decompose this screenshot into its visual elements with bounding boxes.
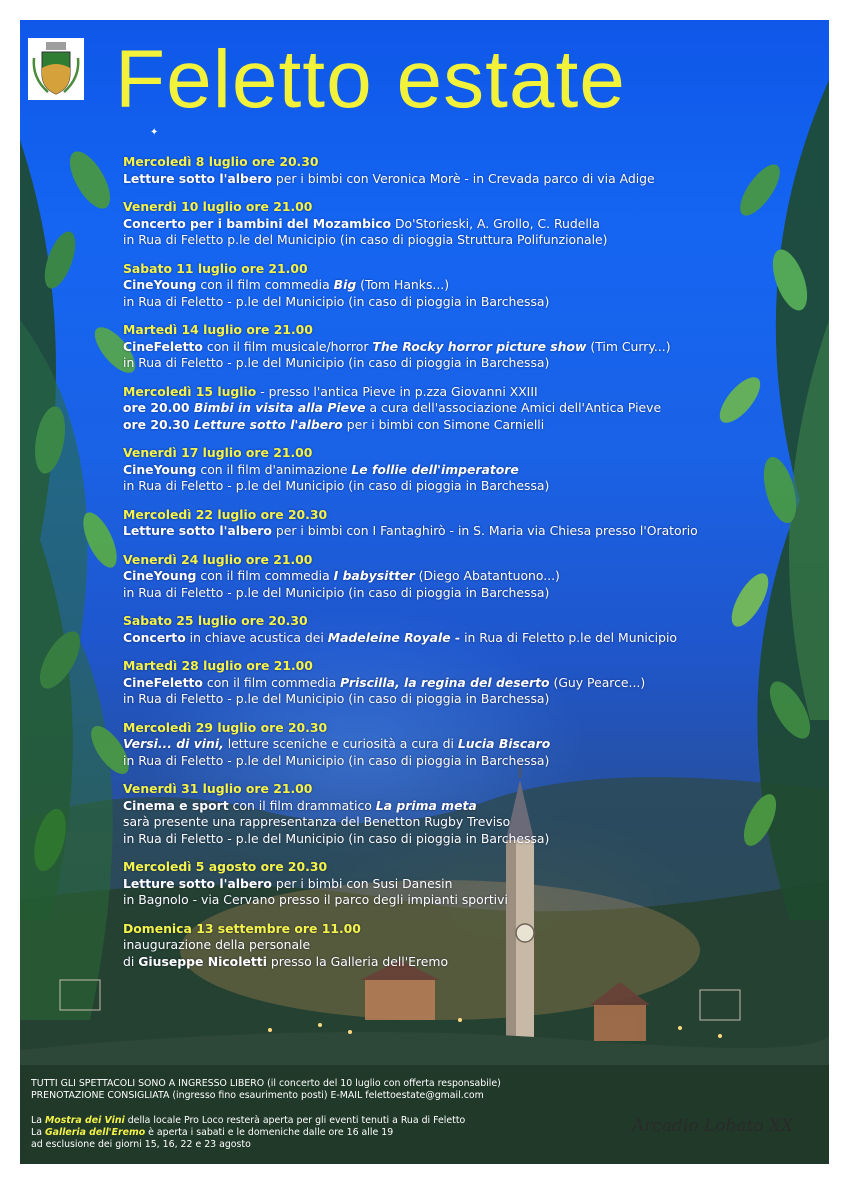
event-text: Concerto per i bambini del Mozambico: [123, 215, 392, 231]
event-date: Mercoledì 8 luglio ore 20.30: [123, 154, 319, 169]
event-detail-line: [123, 277, 823, 294]
mostra-name: Mostra dei Vini: [44, 1114, 125, 1126]
event-text: Big: [333, 277, 357, 292]
event-text: in chiave acustica dei: [185, 629, 328, 645]
event-date-line: [123, 445, 823, 462]
event-detail-line: [123, 630, 823, 647]
event-detail-line: [123, 691, 823, 708]
event-text: per i bimbi con Simone Carnielli: [342, 416, 545, 432]
event-date: Mercoledì 29 luglio ore 20.30: [123, 719, 328, 735]
star-icon: ✦: [150, 127, 159, 138]
event-date: Venerdì 24 luglio ore 21.00: [123, 551, 313, 567]
event-item: [123, 199, 823, 249]
event-text: CineYoung: [123, 277, 197, 292]
event-text: presso la Galleria dell'Eremo: [266, 953, 449, 969]
page-title: Feletto estate: [115, 34, 626, 125]
event-item: [123, 322, 823, 372]
event-text: CineYoung: [123, 568, 197, 583]
poster: [20, 20, 829, 1164]
event-detail-line: [123, 954, 823, 971]
event-text: per i bimbi con I Fantaghirò - in S. Maria via Chiesa presso l'Oratorio: [271, 523, 698, 538]
event-item: [123, 658, 823, 708]
event-text: Cinema e sport: [123, 797, 229, 813]
mostra-note: [31, 1115, 631, 1127]
event-text: Lucia Biscaro: [457, 736, 551, 751]
event-detail-line: [123, 892, 823, 909]
event-text: The Rocky horror picture show: [372, 338, 587, 354]
event-text: Letture sotto l'albero: [193, 416, 343, 432]
event-text: per i bimbi con Susi Danesin: [271, 875, 453, 891]
event-date-line: [123, 261, 823, 278]
event-text: a cura dell'associazione Amici dell'Antica Pieve: [365, 400, 662, 415]
event-date-line: [123, 199, 823, 216]
event-text: (Tim Curry...): [586, 338, 671, 354]
event-item: [123, 384, 823, 434]
event-detail-line: [123, 675, 823, 692]
event-date-line: [123, 921, 823, 938]
event-detail-line: [123, 462, 823, 479]
event-detail-line: [123, 294, 823, 311]
event-text: Letture sotto l'albero: [123, 170, 272, 186]
event-text: in Bagnolo - via Cervano presso il parco degli impianti sportivi: [123, 892, 508, 907]
event-date: Mercoledì 5 agosto ore 20.30: [123, 859, 328, 874]
galleria-name: Galleria dell'Eremo: [44, 1126, 146, 1138]
event-text: in Rua di Feletto - p.le del Municipio (in caso di pioggia in Barchessa): [123, 293, 550, 309]
event-text: Versi... di vini,: [123, 736, 224, 751]
event-detail-line: [123, 216, 823, 233]
event-date: Mercoledì 22 luglio ore 20.30: [123, 506, 328, 522]
event-text: sarà presente una rappresentanza del Benetton Rugby Treviso: [123, 814, 511, 829]
event-text: con il film commedia: [196, 277, 334, 292]
event-date-line: [123, 507, 823, 524]
event-detail-line: [123, 798, 823, 815]
event-item: [123, 154, 823, 187]
email-link[interactable]: felettoestate@gmail.com: [365, 1090, 484, 1102]
event-item: [123, 720, 823, 770]
event-text: con il film commedia: [202, 674, 341, 690]
event-item: [123, 445, 823, 495]
event-date-suffix: - presso l'antica Pieve in p.zza Giovanni XXIII: [256, 383, 538, 399]
event-text: CineYoung: [123, 461, 197, 477]
galleria-post: è aperta i sabati e le domeniche dalle ore 16 alle 19: [145, 1126, 394, 1138]
event-text: Priscilla, la regina del deserto: [340, 674, 550, 690]
event-date-line: [123, 781, 823, 798]
event-detail-line: [123, 937, 823, 954]
event-text: Bimbi in visita alla Pieve: [193, 400, 366, 415]
event-detail-line: [123, 339, 823, 356]
event-text: (Diego Abatantuono...): [414, 568, 560, 583]
mostra-pre: La: [31, 1114, 45, 1126]
event-text: Do'Storieski, A. Grollo, C. Rudella: [391, 215, 600, 231]
event-date-line: [123, 322, 823, 339]
event-date: Martedì 28 luglio ore 21.00: [123, 658, 313, 673]
event-detail-line: [123, 478, 823, 495]
event-text: di: [123, 953, 139, 969]
event-date: Venerdì 17 luglio ore 21.00: [123, 445, 313, 460]
event-text: Giuseppe Nicoletti: [138, 953, 267, 969]
event-text: ore 20.00: [123, 400, 194, 415]
free-entry-note: TUTTI GLI SPETTACOLI SONO A INGRESSO LIBERO (il concerto del 10 luglio con offerta responsabile): [31, 1078, 501, 1089]
event-detail-line: [123, 585, 823, 602]
event-date: Mercoledì 15 luglio: [123, 383, 257, 399]
event-detail-line: [123, 753, 823, 770]
event-detail-line: [123, 400, 823, 417]
galleria-note: [31, 1127, 631, 1139]
event-detail-line: [123, 355, 823, 372]
event-text: CineFeletto: [123, 674, 203, 690]
event-text: con il film drammatico: [228, 797, 376, 813]
event-date: Sabato 11 luglio ore 21.00: [123, 260, 308, 276]
event-detail-line: [123, 876, 823, 893]
event-text: letture sceniche e curiosità a cura di: [223, 736, 458, 751]
event-item: [123, 507, 823, 540]
event-date-line: [123, 552, 823, 569]
event-text: Letture sotto l'albero: [123, 523, 272, 538]
event-detail-line: [123, 171, 823, 188]
event-text: Le follie dell'imperatore: [351, 461, 519, 477]
event-text: per i bimbi con Veronica Morè - in Crevada parco di via Adige: [271, 170, 655, 186]
event-list: [123, 154, 823, 982]
event-item: [123, 261, 823, 311]
event-date: Venerdì 10 luglio ore 21.00: [123, 199, 313, 214]
event-text: ore 20.30: [123, 416, 194, 432]
event-item: [123, 613, 823, 646]
event-text: con il film d'animazione: [196, 461, 352, 477]
event-text: in Rua di Feletto - p.le del Municipio (in caso di pioggia in Barchessa): [123, 752, 550, 768]
galleria-pre: La: [31, 1126, 45, 1138]
event-text: con il film commedia: [196, 568, 334, 583]
event-date-line: [123, 720, 823, 737]
event-text: La prima meta: [375, 797, 477, 813]
artist-signature: Arcadio Lobato XX: [632, 1116, 794, 1136]
event-item: [123, 859, 823, 909]
event-date: Venerdì 31 luglio ore 21.00: [123, 781, 313, 796]
event-date-line: [123, 859, 823, 876]
municipal-coat-of-arms-icon: [28, 38, 84, 100]
booking-note: [31, 1090, 631, 1102]
event-item: [123, 781, 823, 847]
mostra-post: della locale Pro Loco resterà aperta per gli eventi tenuti a Rua di Feletto: [124, 1114, 466, 1126]
event-text: in Rua di Feletto - p.le del Municipio (in caso di pioggia in Barchessa): [123, 478, 550, 493]
event-text: in Rua di Feletto - p.le del Municipio (in caso di pioggia in Barchessa): [123, 355, 550, 370]
event-date-line: [123, 613, 823, 630]
event-detail-line: [123, 736, 823, 753]
event-text: I babysitter: [333, 568, 415, 583]
event-text: in Rua di Feletto - p.le del Municipio (in caso di pioggia in Barchessa): [123, 584, 550, 600]
event-text: (Guy Pearce...): [549, 674, 646, 690]
event-text: inaugurazione della personale: [123, 937, 311, 952]
event-text: con il film musicale/horror: [202, 338, 373, 354]
event-detail-line: [123, 814, 823, 831]
event-detail-line: [123, 523, 823, 540]
event-date-line: [123, 384, 823, 401]
exclusion-note: ad esclusione dei giorni 15, 16, 22 e 23 agosto: [31, 1139, 251, 1151]
footer-notes: [31, 1078, 631, 1151]
event-text: in Rua di Feletto - p.le del Municipio (in caso di pioggia in Barchessa): [123, 691, 550, 706]
event-detail-line: [123, 831, 823, 848]
event-date-line: [123, 658, 823, 675]
event-item: [123, 921, 823, 971]
event-date: Sabato 25 luglio ore 20.30: [123, 613, 308, 628]
event-date: Domenica 13 settembre ore 11.00: [123, 920, 361, 936]
event-text: Concerto: [123, 629, 186, 645]
event-text: in Rua di Feletto - p.le del Municipio (in caso di pioggia in Barchessa): [123, 830, 550, 846]
event-date: Martedì 14 luglio ore 21.00: [123, 322, 313, 337]
event-text: CineFeletto: [123, 338, 203, 354]
event-detail-line: [123, 232, 823, 249]
event-text: Letture sotto l'albero: [123, 875, 272, 891]
event-detail-line: [123, 417, 823, 434]
booking-text: PRENOTAZIONE CONSIGLIATA (ingresso fino esaurimento posti) E-MAIL: [31, 1090, 366, 1102]
event-text: Madeleine Royale -: [327, 629, 461, 645]
event-text: in Rua di Feletto p.le del Municipio (in caso di pioggia Struttura Polifunzionale): [123, 232, 608, 247]
event-date-line: [123, 154, 823, 171]
event-item: [123, 552, 823, 602]
event-text: in Rua di Feletto p.le del Municipio: [460, 629, 678, 645]
event-text: (Tom Hanks...): [356, 277, 450, 292]
event-detail-line: [123, 568, 823, 585]
